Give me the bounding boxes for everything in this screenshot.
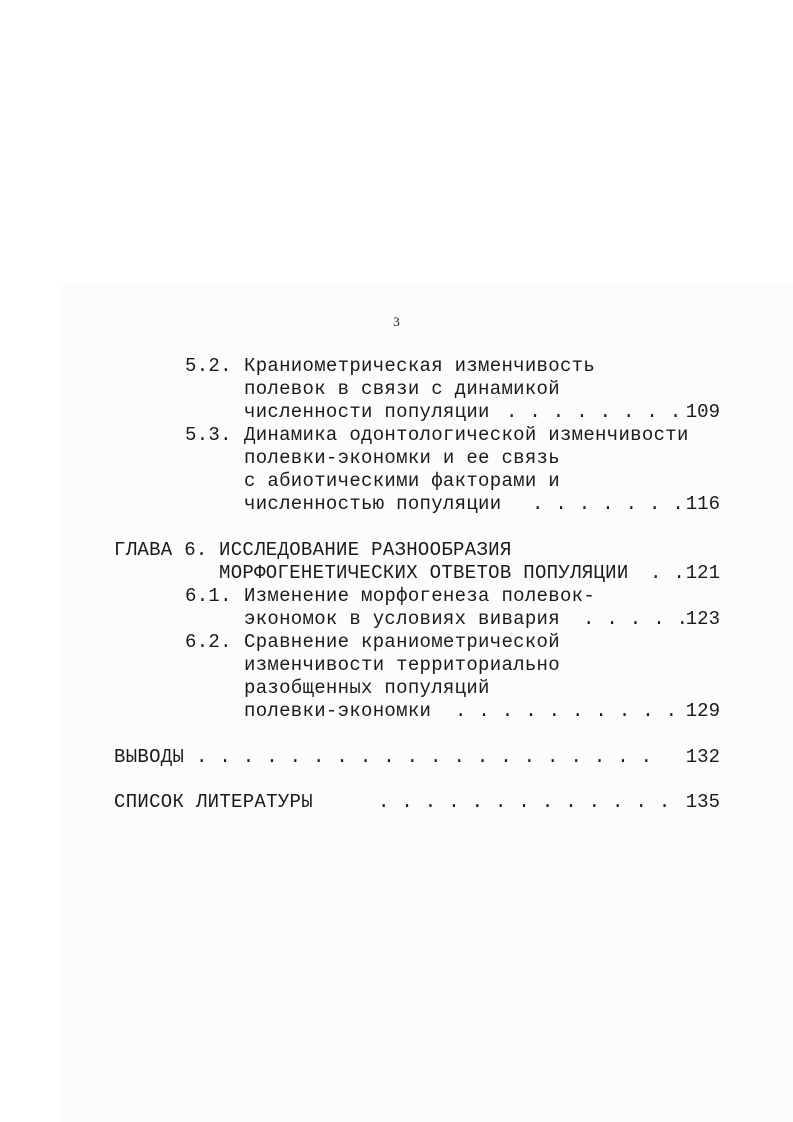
page-number: 3	[393, 314, 400, 329]
toc-page-number: 123	[685, 608, 720, 630]
toc-entry-title-line: ИССЛЕДОВАНИЕ РАЗНООБРАЗИЯ	[219, 539, 512, 561]
toc-entry-title-line: Сравнение краниометрической	[244, 631, 560, 653]
toc-entry-number: 6.1.	[185, 585, 232, 607]
toc-entry-title-line: МОРФОГЕНЕТИЧЕСКИХ ОТВЕТОВ ПОПУЛЯЦИИ	[219, 562, 629, 584]
toc-entry-title-line: численностью популяции	[244, 493, 502, 515]
dot-leader: . . . . . . . . . .	[455, 700, 678, 722]
toc-entry-number: 5.3.	[185, 424, 232, 446]
dot-leader: . . . . .	[583, 608, 689, 630]
dot-leader: . . . . . . .	[532, 493, 685, 515]
toc-page-number: 135	[685, 791, 720, 813]
toc-page-number: 129	[685, 700, 720, 722]
toc-entry-title-line: с абиотическими факторами и	[244, 470, 560, 492]
toc-chapter-label: ГЛАВА 6.	[114, 539, 208, 561]
toc-page-number: 109	[685, 401, 720, 423]
toc-entry-title-line: Динамика одонтологической изменчивости	[244, 424, 689, 446]
toc-entry-title-line: изменчивости территориально	[244, 654, 560, 676]
dot-leader: . .	[650, 562, 686, 584]
toc-entry-title-line: полевки-экономки и ее связь	[244, 447, 560, 469]
toc-entry-title-line: Краниометрическая изменчивость	[244, 355, 596, 377]
toc-entry-title-line: полевок в связи с динамикой	[244, 378, 560, 400]
toc-entry-title-line: Изменение морфогенеза полевок-	[244, 585, 596, 607]
toc-entry-title-line: численности популяции	[244, 401, 490, 423]
dot-leader: . . . . . . . .	[506, 401, 682, 423]
toc-entry-title-line: полевки-экономки	[244, 700, 432, 722]
dot-leader: . . . . . . . . . . . . . . . . . . . .	[196, 746, 653, 768]
toc-entry-title-line: разобщенных популяций	[244, 677, 490, 699]
toc-entry-number: 5.2.	[185, 355, 232, 377]
toc-entry-title-line: СПИСОК ЛИТЕРАТУРЫ	[114, 791, 313, 813]
toc-page-number: 116	[685, 493, 720, 515]
toc-entry-title-line: экономок в условиях вивария	[244, 608, 560, 630]
dot-leader: . . . . . . . . . . . . .	[378, 791, 671, 813]
toc-entry-title-line: ВЫВОДЫ	[114, 746, 185, 768]
toc-page-number: 121	[685, 562, 720, 584]
toc-entry-number: 6.2.	[185, 631, 232, 653]
toc-page-number: 132	[685, 746, 720, 768]
